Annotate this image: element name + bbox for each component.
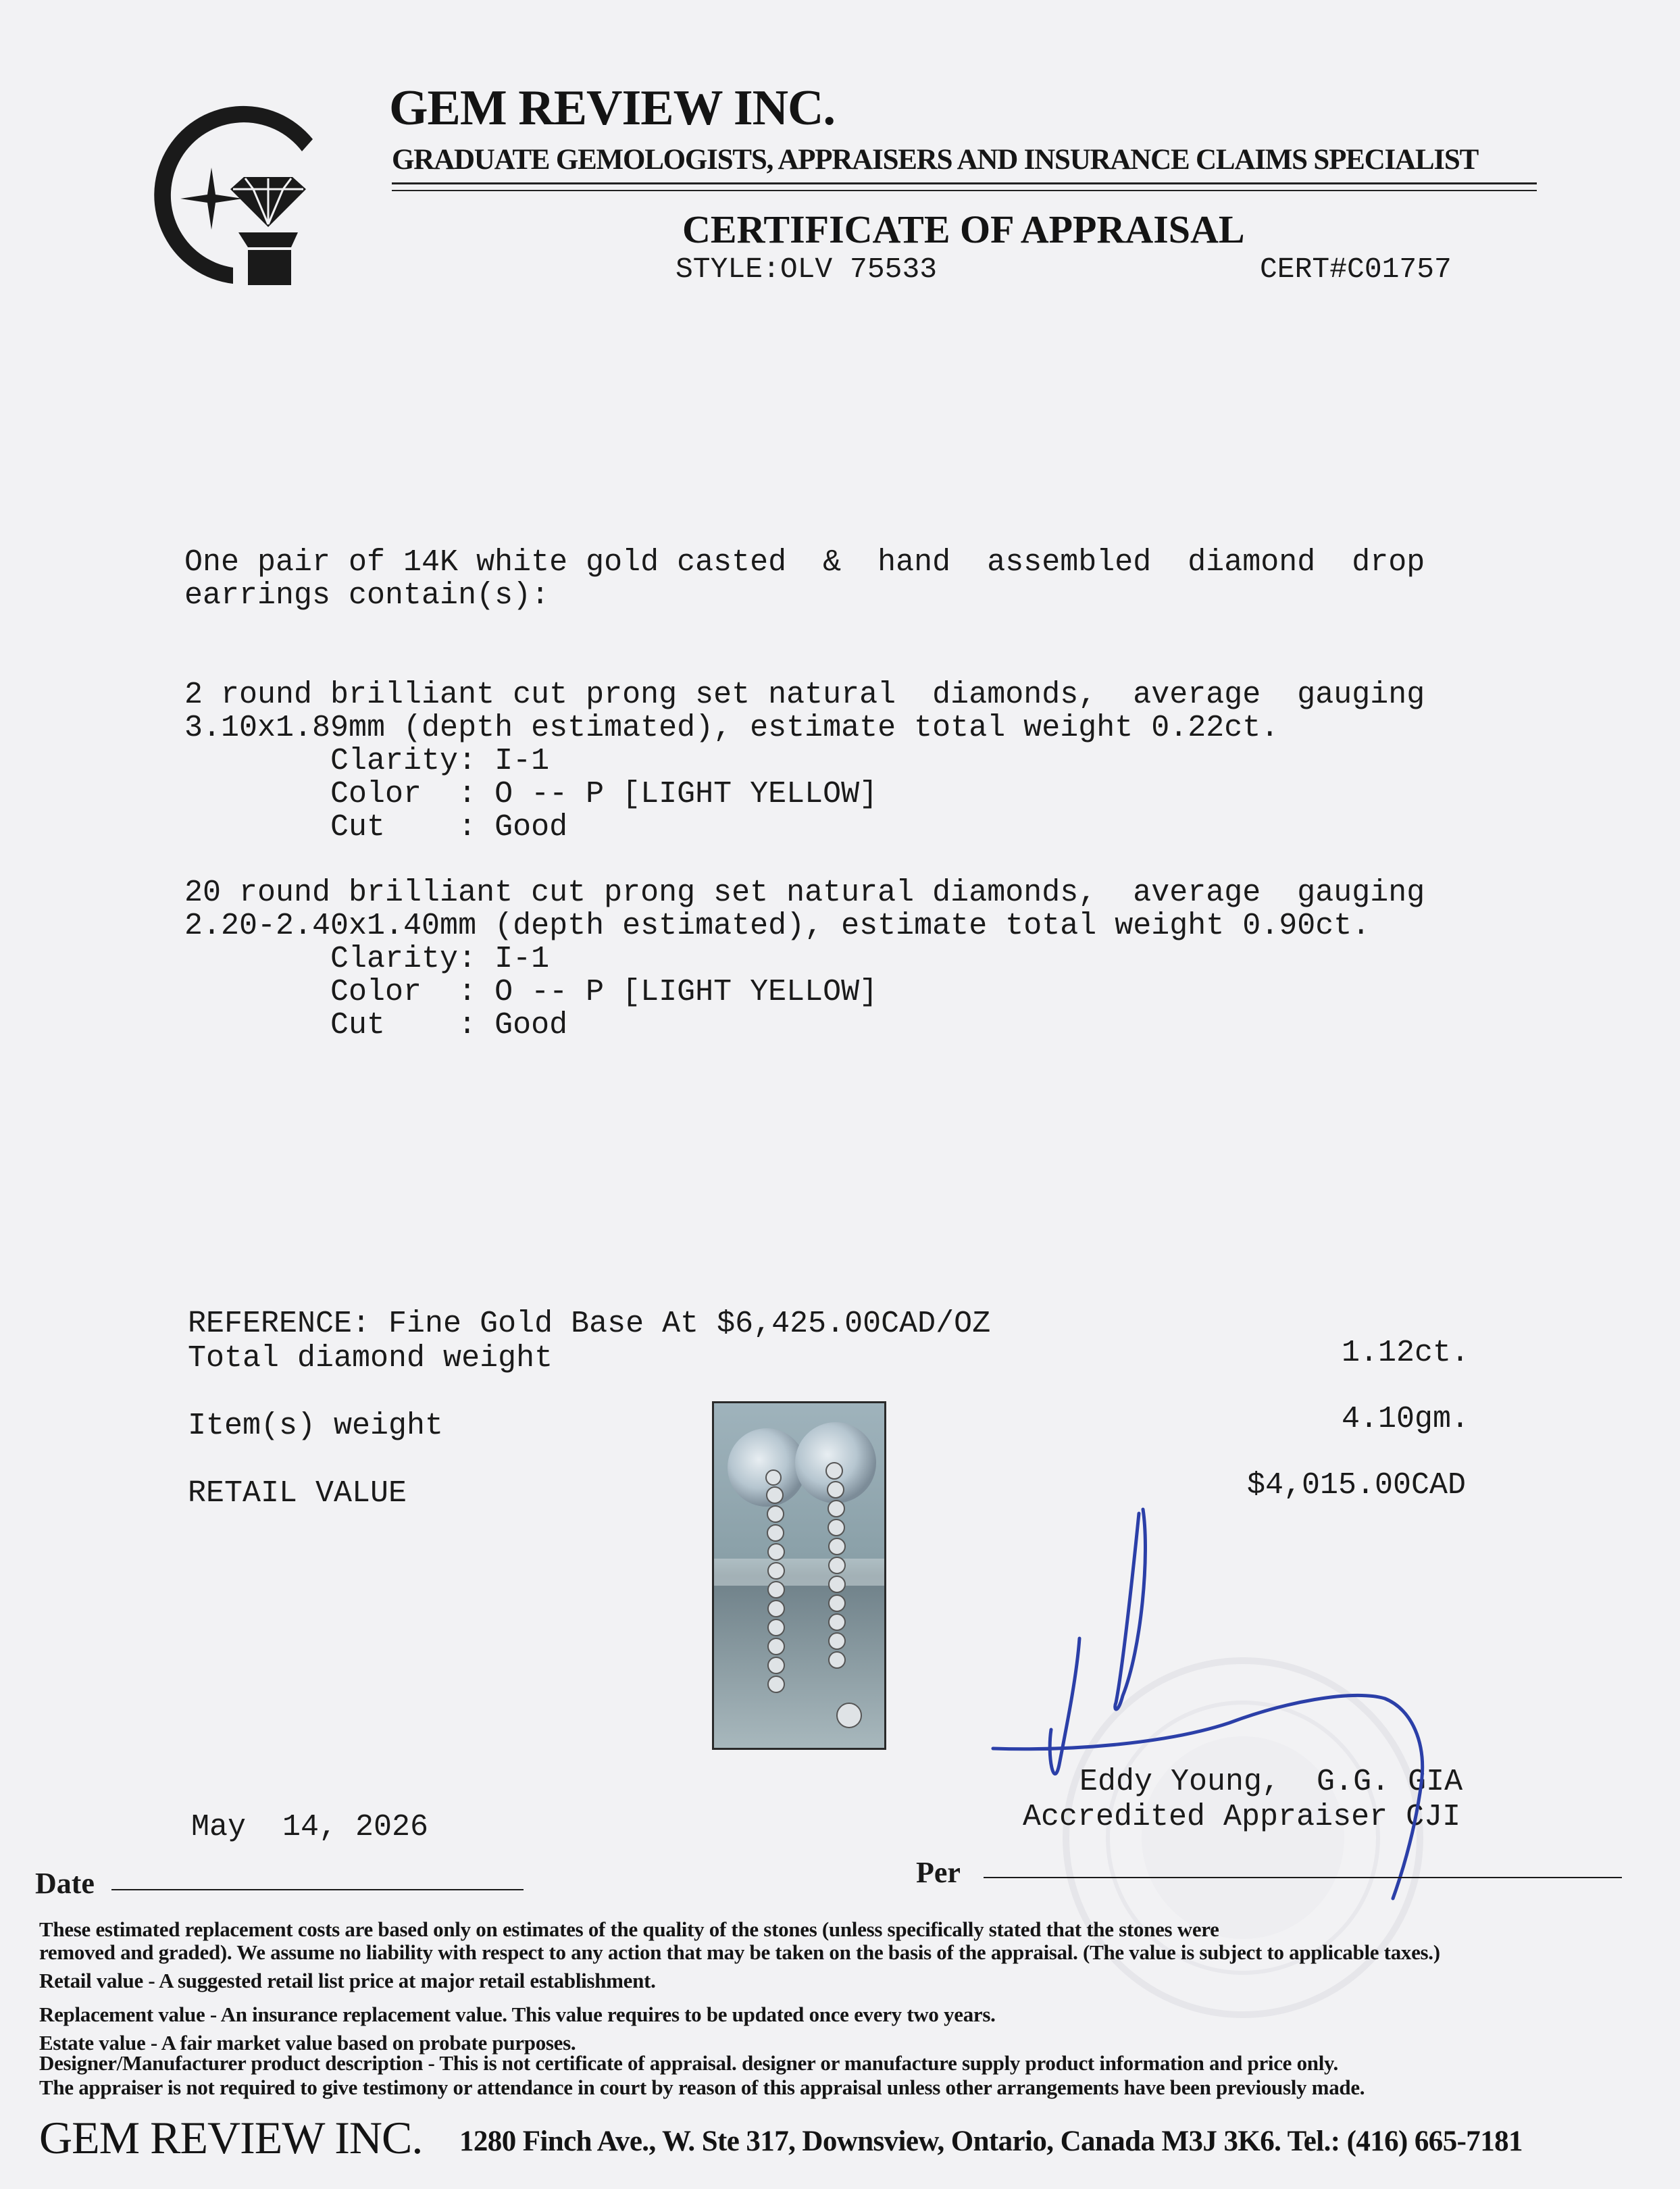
earrings-photo-icon xyxy=(714,1403,884,1748)
stone-clarity: Clarity: I-1 xyxy=(184,744,550,778)
appraiser-title: Accredited Appraiser CJI xyxy=(1023,1800,1461,1834)
appraisal-date: May 14, 2026 xyxy=(191,1810,429,1844)
item-photo xyxy=(712,1401,886,1750)
certificate-number: CERT#C01757 xyxy=(1260,253,1452,286)
stone-group-line: 2.20-2.40x1.40mm (depth estimated), estimate total weight 0.90ct. xyxy=(184,909,1371,943)
per-line xyxy=(984,1877,1622,1878)
total-weight-label: Total diamond weight xyxy=(188,1341,553,1376)
date-label: Date xyxy=(35,1867,95,1900)
stone-clarity: Clarity: I-1 xyxy=(184,942,550,976)
gold-reference: REFERENCE: Fine Gold Base At $6,425.00CAD/OZ xyxy=(188,1307,991,1341)
style-number: STYLE:OLV 75533 xyxy=(676,253,938,286)
retail-value-amount: $4,015.00CAD xyxy=(1247,1468,1467,1503)
disclaimer-line: Designer/Manufacturer product description - This is not certificate of appraisal. designer or manufacture supply product information and price only. xyxy=(39,2051,1338,2075)
footer-company-name: GEM REVIEW INC. xyxy=(39,2112,423,2163)
handwritten-signature-icon xyxy=(973,1500,1486,1905)
company-name: GEM REVIEW INC. xyxy=(389,80,835,136)
appraiser-name: Eddy Young, G.G. GIA xyxy=(1079,1765,1463,1799)
retail-value-label: RETAIL VALUE xyxy=(188,1476,407,1511)
date-line xyxy=(111,1889,524,1890)
stone-group-line: 2 round brilliant cut prong set natural diamonds, average gauging xyxy=(184,678,1425,712)
stone-group-line: 20 round brilliant cut prong set natural diamonds, average gauging xyxy=(184,876,1425,910)
stone-cut: Cut : Good xyxy=(184,810,568,845)
disclaimer-line: Replacement value - An insurance replacement value. This value requires to be updated once every two years. xyxy=(39,2003,996,2026)
stone-cut: Cut : Good xyxy=(184,1008,568,1042)
item-weight-value: 4.10gm. xyxy=(1342,1402,1470,1436)
description-line: earrings contain(s): xyxy=(184,578,550,613)
company-logo-icon xyxy=(132,93,328,289)
disclaimer-line: Retail value - A suggested retail list price at major retail establishment. xyxy=(39,1969,656,1992)
header-rule xyxy=(392,182,1537,184)
description-line: One pair of 14K white gold casted & hand assembled diamond drop xyxy=(184,545,1425,580)
disclaimer-line: removed and graded). We assume no liability with respect to any action that may be taken on the basis of the appraisal. (The value is subject to applicable taxes.) xyxy=(39,1940,1440,1964)
stone-group-line: 3.10x1.89mm (depth estimated), estimate total weight 0.22ct. xyxy=(184,711,1279,745)
stone-color: Color : O -- P [LIGHT YELLOW] xyxy=(184,975,878,1009)
item-weight-label: Item(s) weight xyxy=(188,1409,444,1443)
disclaimer-line: Estate value - A fair market value based on probate purposes. xyxy=(39,2031,576,2055)
header-rule xyxy=(392,190,1537,191)
disclaimer-line: These estimated replacement costs are based only on estimates of the quality of the stones (unless specifically stated that the stones were xyxy=(39,1917,1219,1941)
total-weight-value: 1.12ct. xyxy=(1342,1336,1470,1370)
disclaimer-line: The appraiser is not required to give testimony or attendance in court by reason of this appraisal unless other arrangements have been previously made. xyxy=(39,2075,1365,2099)
stone-color: Color : O -- P [LIGHT YELLOW] xyxy=(184,777,878,811)
certificate-title: CERTIFICATE OF APPRAISAL xyxy=(682,207,1245,251)
per-label: Per xyxy=(916,1856,961,1889)
footer-address: 1280 Finch Ave., W. Ste 317, Downsview, Ontario, Canada M3J 3K6. Tel.: (416) 665-7181 xyxy=(459,2125,1523,2157)
company-tagline: GRADUATE GEMOLOGISTS, APPRAISERS AND INSURANCE CLAIMS SPECIALIST xyxy=(392,144,1479,176)
